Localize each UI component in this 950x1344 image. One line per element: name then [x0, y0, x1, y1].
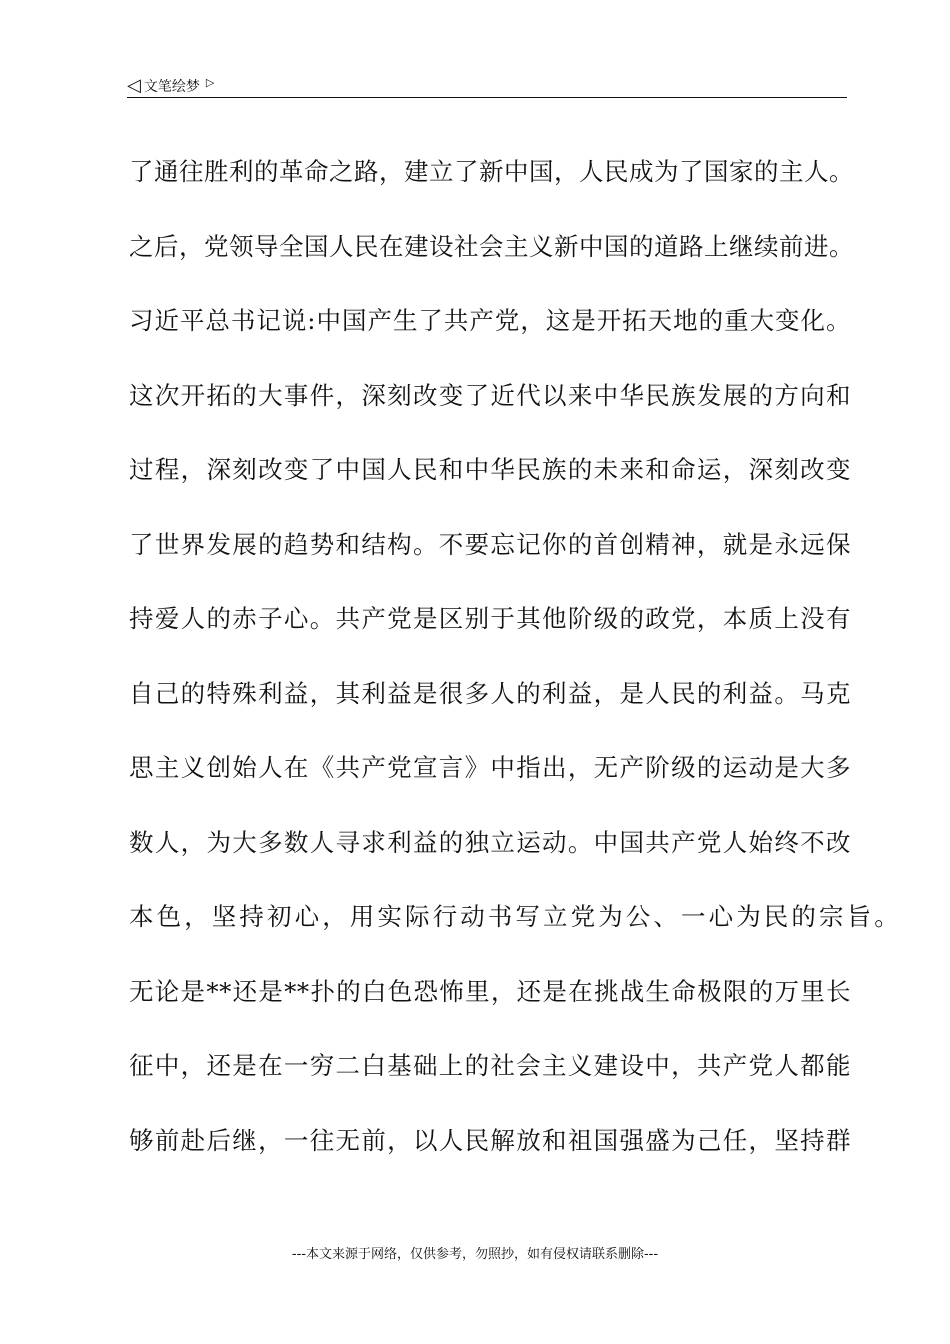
text-line: 自己的特殊利益，其利益是很多人的利益，是人民的利益。马克 — [129, 678, 851, 708]
text-line: 了世界发展的趋势和结构。不要忘记你的首创精神，就是永远保 — [129, 529, 851, 559]
footer-disclaimer: ---本文来源于网络，仅供参考，勿照抄，如有侵权请联系删除--- — [291, 1247, 659, 1262]
text-line: 过程，深刻改变了中国人民和中华民族的未来和命运，深刻改变 — [129, 455, 851, 484]
text-line: 数人，为大多数人寻求利益的独立运动。中国共产党人始终不改 — [129, 827, 851, 857]
text-line: 习近平总书记说:中国产生了共产党，这是开拓天地的重大变化。 — [129, 306, 851, 335]
text-line: 持爱人的赤子心。共产党是区别于其他阶级的政党，本质上没有 — [129, 604, 851, 633]
header-divider — [127, 97, 847, 98]
text-line: 够前赴后继，一往无前，以人民解放和祖国强盛为己任，坚持群 — [129, 1125, 851, 1155]
triangle-left-icon: ◁ — [127, 75, 141, 96]
body-text — [129, 152, 902, 1195]
text-line: 本色，坚持初心，用实际行动书写立党为公、一心为民的宗旨。 — [129, 902, 902, 931]
text-line: 了通往胜利的革命之路，建立了新中国，人民成为了国家的主人。 — [129, 157, 854, 186]
text-line: 这次开拓的大事件，深刻改变了近代以来中华民族发展的方向和 — [129, 380, 851, 410]
text-line: 思主义创始人在《共产党宣言》中指出，无产阶级的运动是大多 — [129, 753, 851, 782]
brand-name: 文笔绘梦 — [143, 79, 200, 95]
text-line: 之后，党领导全国人民在建设社会主义新中国的道路上继续前进。 — [129, 231, 854, 261]
page-header — [127, 74, 847, 98]
triangle-right-icon: ▷ — [205, 75, 215, 89]
text-line: 征中，还是在一穷二白基础上的社会主义建设中，共产党人都能 — [129, 1051, 851, 1080]
text-line: 无论是**还是**扑的白色恐怖里，还是在挑战生命极限的万里长 — [129, 976, 851, 1006]
